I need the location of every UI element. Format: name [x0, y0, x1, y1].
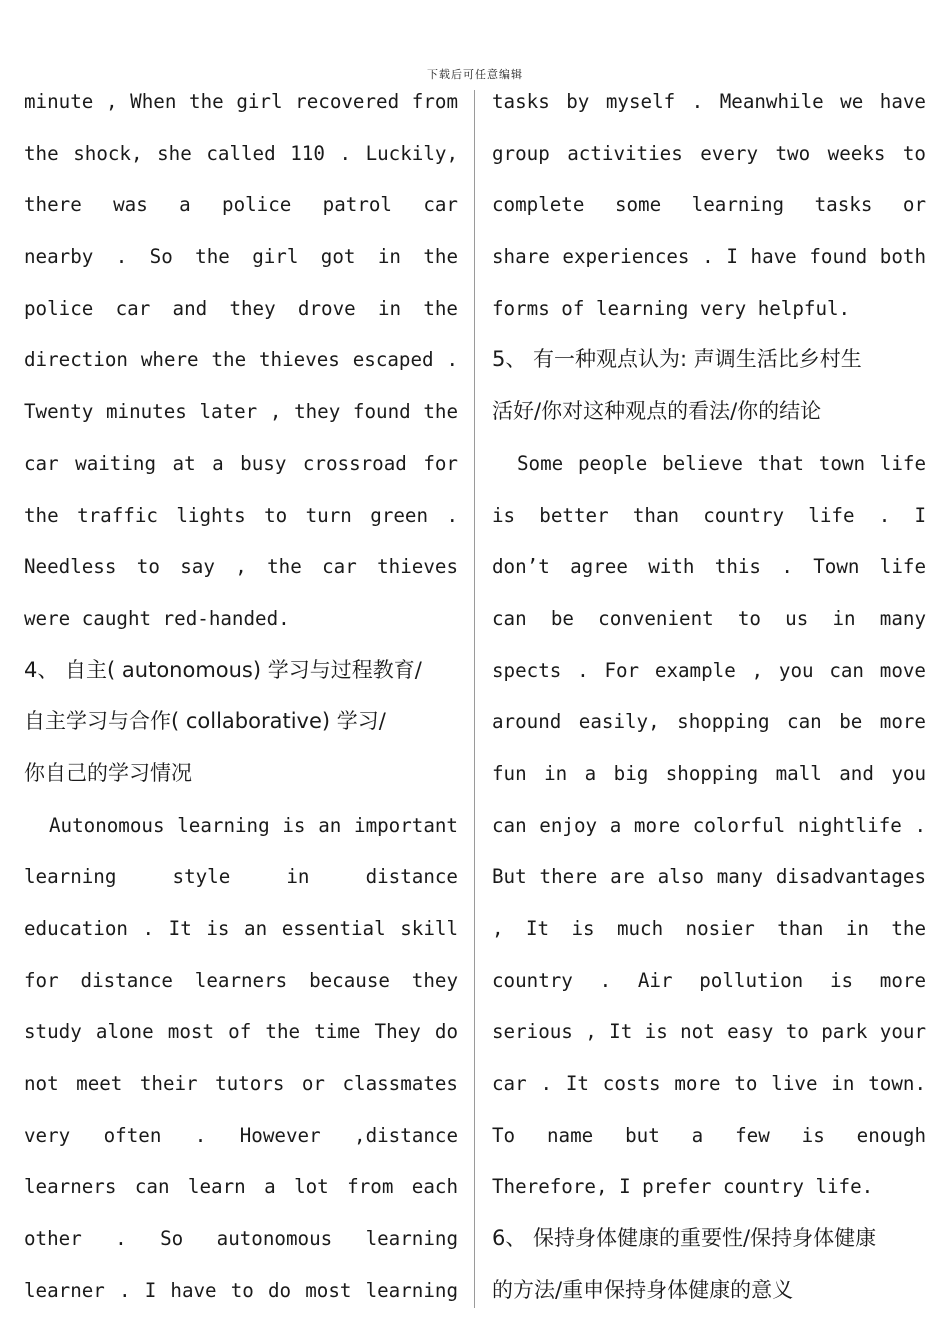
text-line: learners can learn a lot from each — [24, 1175, 458, 1199]
text-line: very often . However ,distance — [24, 1123, 458, 1147]
text-line: car waiting at a busy crossroad for — [24, 451, 458, 475]
text-line: Needless to say , the car thieves — [24, 555, 458, 579]
text-line: Autonomous learning is an important — [49, 813, 458, 837]
text-line: group activities every two weeks to — [492, 141, 926, 165]
text-line: Twenty minutes later , they found the — [24, 400, 458, 424]
text-line: the shock, she called 110 . Luckily, — [24, 141, 458, 165]
text-line: nearby . So the girl got in the — [24, 245, 458, 269]
text-line: the traffic lights to turn green . — [24, 503, 458, 527]
text-line: learner . I have to do most learning — [24, 1278, 458, 1302]
text-line: were caught red-handed. — [24, 606, 290, 630]
section-heading: 4、 自主( autonomous) 学习与过程教育/ — [24, 657, 422, 682]
text-line: car . It costs more to live in town. — [492, 1072, 926, 1096]
text-line: , It is much nosier than in the — [492, 917, 926, 940]
text-line: for distance learners because they — [24, 968, 458, 992]
text-line: complete some learning tasks or — [492, 193, 926, 217]
text-line: Therefore, I prefer country life. — [492, 1175, 874, 1199]
text-line: To name but a few is enough — [492, 1123, 926, 1147]
text-line: tasks by myself . Meanwhile we have — [492, 90, 926, 113]
text-line: can be convenient to us in many — [492, 606, 926, 630]
text-line: learning style in distance — [24, 865, 458, 889]
text-line: forms of learning very helpful. — [492, 296, 851, 320]
section-heading: 活好/你对这种观点的看法/你的结论 — [492, 399, 822, 424]
section-heading: 5、 有一种观点认为: 声调生活比乡村生 — [492, 347, 862, 372]
text-line: police car and they drove in the — [24, 296, 458, 320]
text-line: serious , It is not easy to park your — [492, 1020, 926, 1044]
page-header: 下载后可任意编辑 — [427, 68, 523, 81]
text-line: don’t agree with this . Town life — [492, 555, 926, 579]
column-divider — [474, 90, 475, 1308]
section-heading: 你自己的学习情况 — [24, 760, 192, 785]
left-column — [24, 76, 458, 1317]
text-line: share experiences . I have found both — [492, 245, 926, 269]
text-line: can enjoy a more colorful nightlife . — [492, 813, 926, 837]
text-line: other . So autonomous learning — [24, 1227, 458, 1251]
text-line: country . Air pollution is more — [492, 968, 926, 992]
text-line: there was a police patrol car — [24, 193, 458, 217]
text-line: study alone most of the time They do — [24, 1020, 458, 1044]
text-line: fun in a big shopping mall and you — [492, 761, 926, 785]
text-line: is better than country life . I — [492, 503, 926, 527]
text-line: direction where the thieves escaped . — [24, 348, 458, 372]
text-line: spects . For example , you can move — [492, 658, 926, 682]
right-column — [492, 76, 926, 1317]
text-line: minute , When the girl recovered from — [24, 90, 458, 113]
text-line: education . It is an essential skill — [24, 917, 458, 940]
text-line: not meet their tutors or classmates — [24, 1072, 458, 1096]
text-line: around easily, shopping can be more — [492, 710, 926, 734]
text-line: Some people believe that town life — [517, 451, 926, 475]
text-line: But there are also many disadvantages — [492, 865, 926, 889]
section-heading: 自主学习与合作( collaborative) 学习/ — [24, 709, 386, 734]
section-heading: 6、 保持身体健康的重要性/保持身体健康 — [492, 1226, 877, 1251]
section-heading: 的方法/重申保持身体健康的意义 — [492, 1277, 794, 1302]
